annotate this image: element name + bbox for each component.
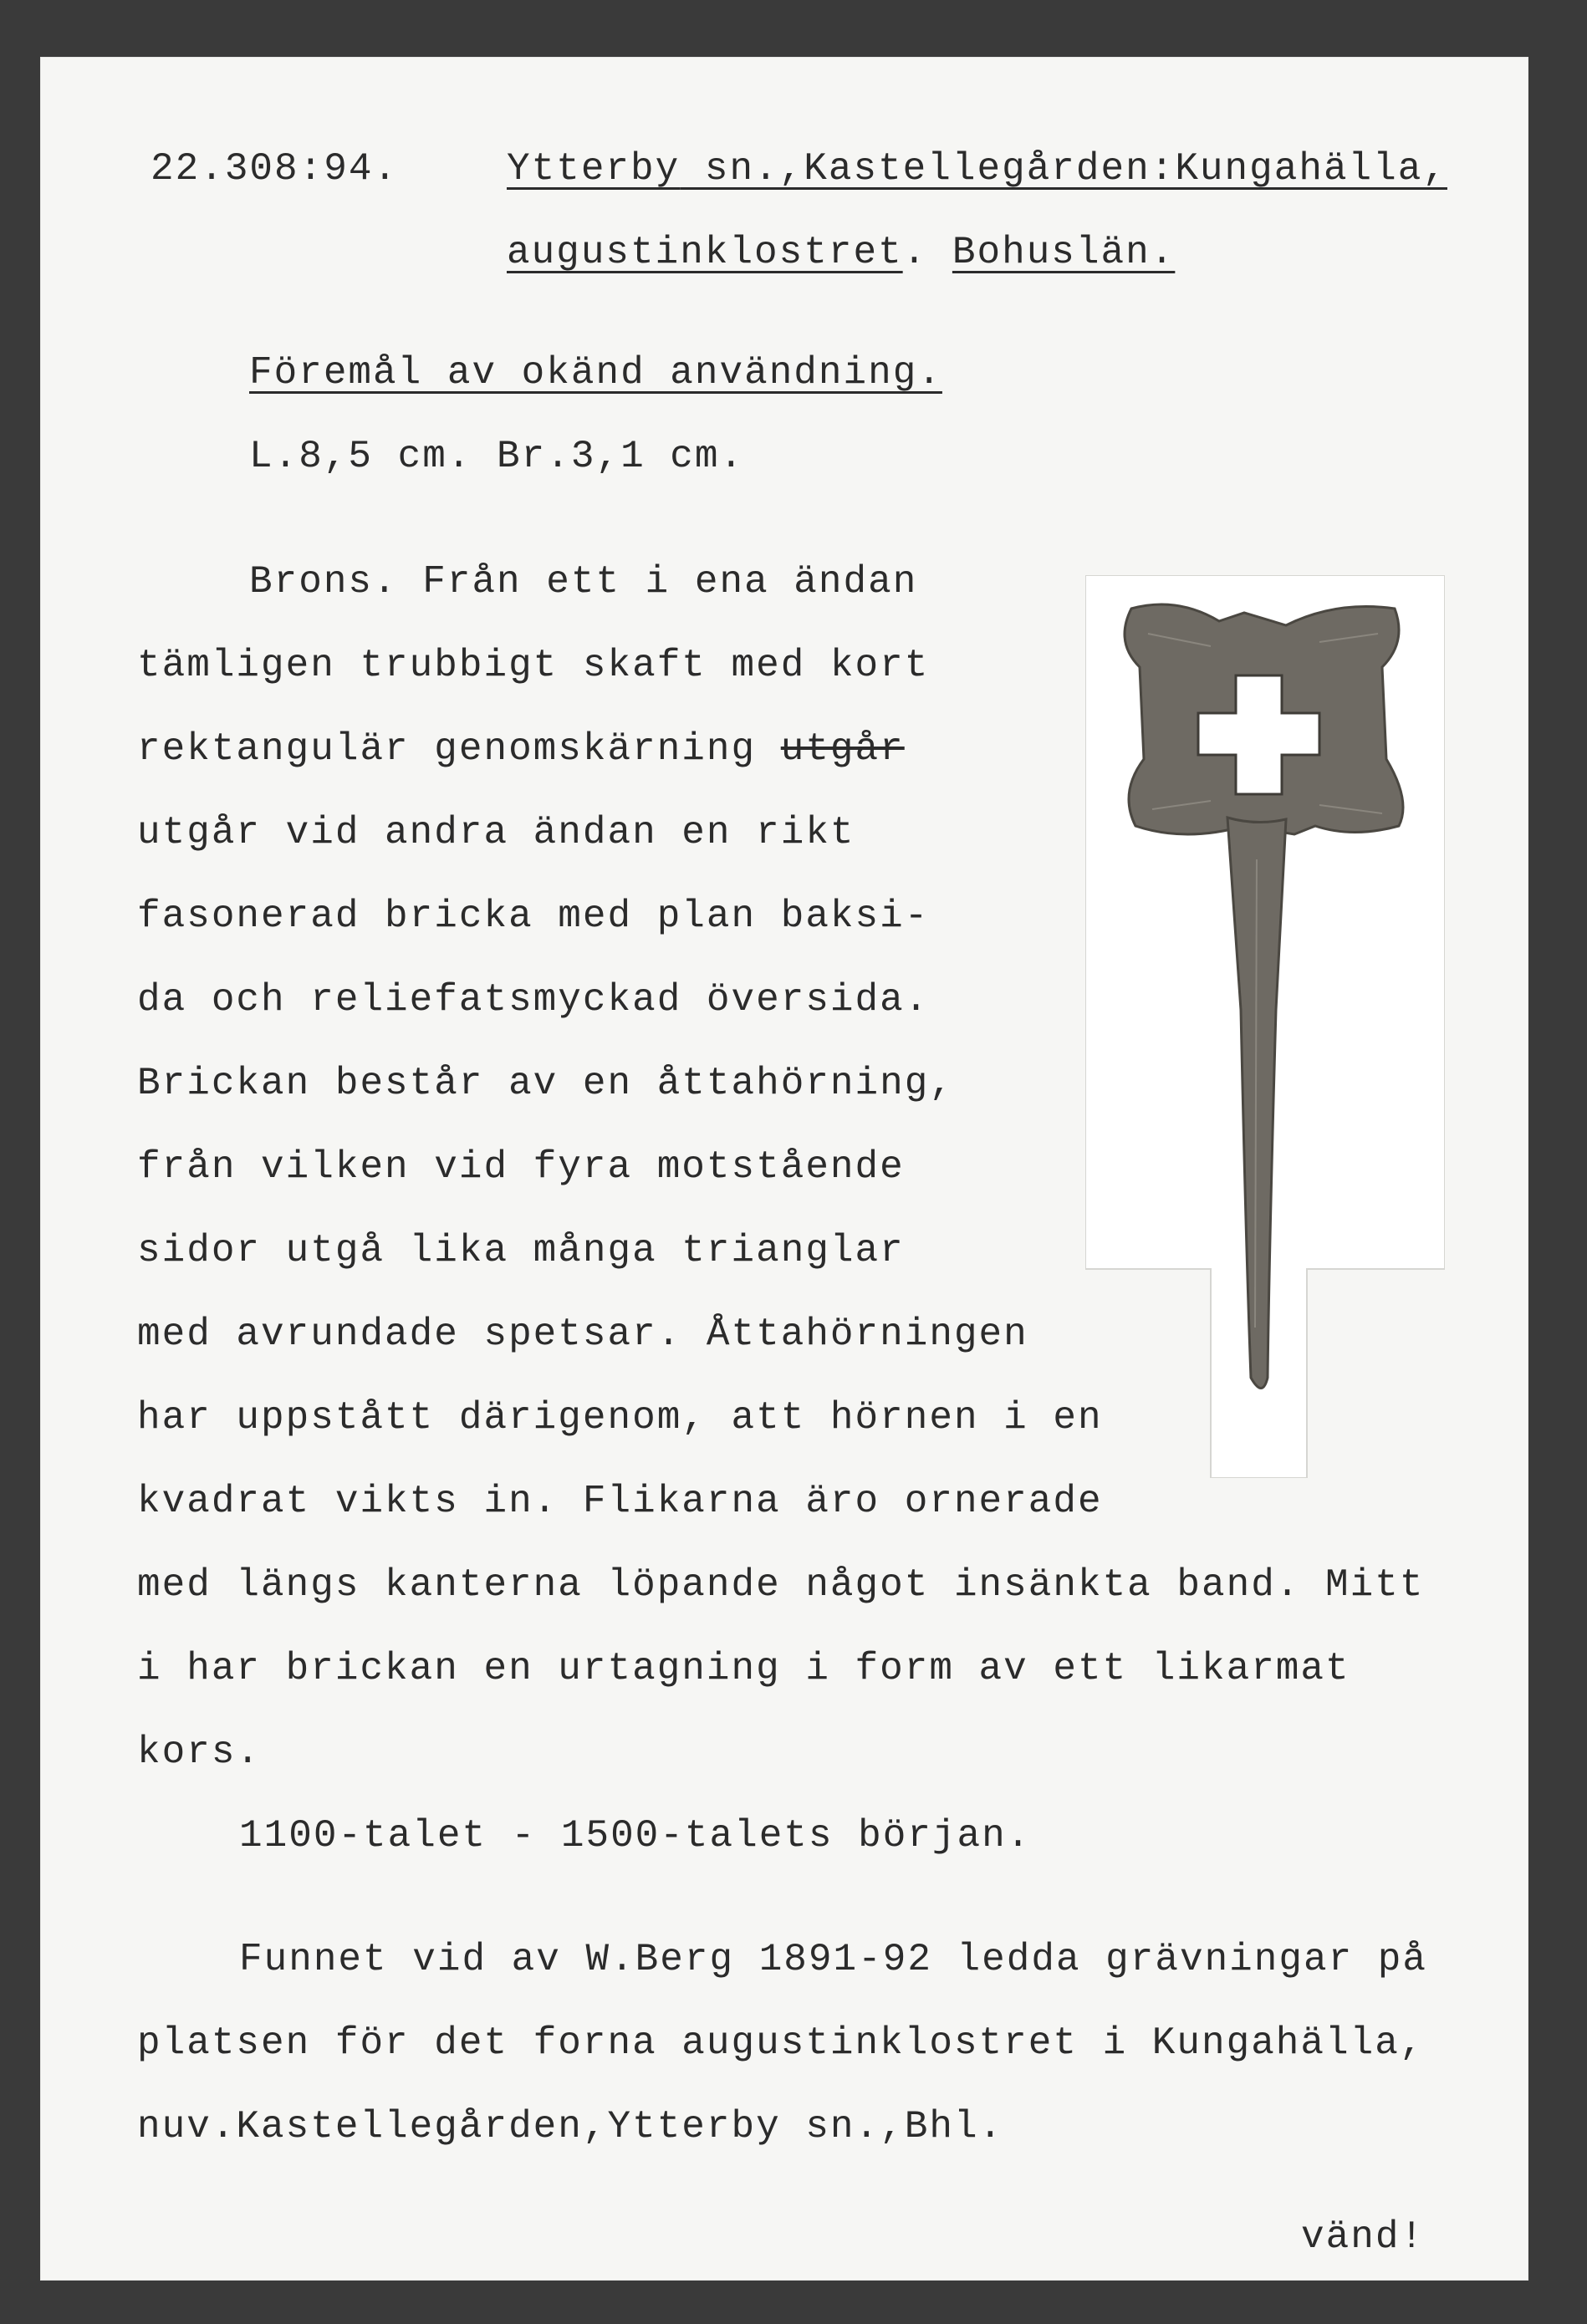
description-line: har uppstått därigenom, att hörnen i en [137,1396,1103,1440]
description-line: kors. [137,1730,262,1774]
description-line: i har brickan en urtagning i form av ett likarmat [137,1647,1350,1690]
description-line: utgår vid andra ändan en rikt [137,811,855,854]
description-line: med avrundade spetsar. Åttahörningen [137,1312,1028,1356]
description-line: med längs kanterna löpande något insänkta band. Mitt [137,1563,1425,1607]
catalog-card [40,57,1528,2281]
description-line: Brickan består av en åttahörning, [137,1062,954,1105]
provenance-line: platsen för det forna augustinklostret i Kungahälla, [137,2021,1425,2065]
catalog-number: 22.308:94. [151,147,399,191]
location-line-1 [507,145,1447,192]
monastery-name: augustinklostret [507,231,903,274]
description-text: rektangulär genomskärning [137,727,781,771]
provenance-line: nuv.Kastellegården,Ytterby sn.,Bhl. [137,2105,1004,2148]
dating: 1100-talet - 1500-talets början. [239,1814,1032,1858]
description-line: sidor utgå lika många trianglar [137,1229,905,1272]
description-line: Brons. Från ett i ena ändan [249,560,918,604]
struck-word: utgår [780,727,905,771]
description-line: tämligen trubbigt skaft med kort [137,644,930,687]
object-title: Föremål av okänd användning. [249,351,942,395]
turn-over-note: vänd! [1301,2215,1426,2259]
provenance-line: Funnet vid av W.Berg 1891-92 ledda grävningar på [239,1938,1428,1981]
description-line [137,726,905,772]
location-separator: . [902,231,952,274]
description-line: kvadrat vikts in. Flikarna äro ornerade [137,1480,1103,1523]
parish-name: Ytterby [507,147,681,191]
site-name: sn.,Kastellegården:Kungahälla, [680,147,1447,191]
description-line: från vilken vid fyra motstående [137,1145,905,1189]
object-dimensions: L.8,5 cm. Br.3,1 cm. [249,435,745,478]
location-line-2 [507,229,1175,276]
province-name: Bohuslän. [952,231,1176,274]
bronze-object-photo-icon [1085,575,1445,1478]
description-line: fasonerad bricka med plan baksi- [137,894,930,938]
description-line: da och reliefatsmyckad översida. [137,978,930,1022]
